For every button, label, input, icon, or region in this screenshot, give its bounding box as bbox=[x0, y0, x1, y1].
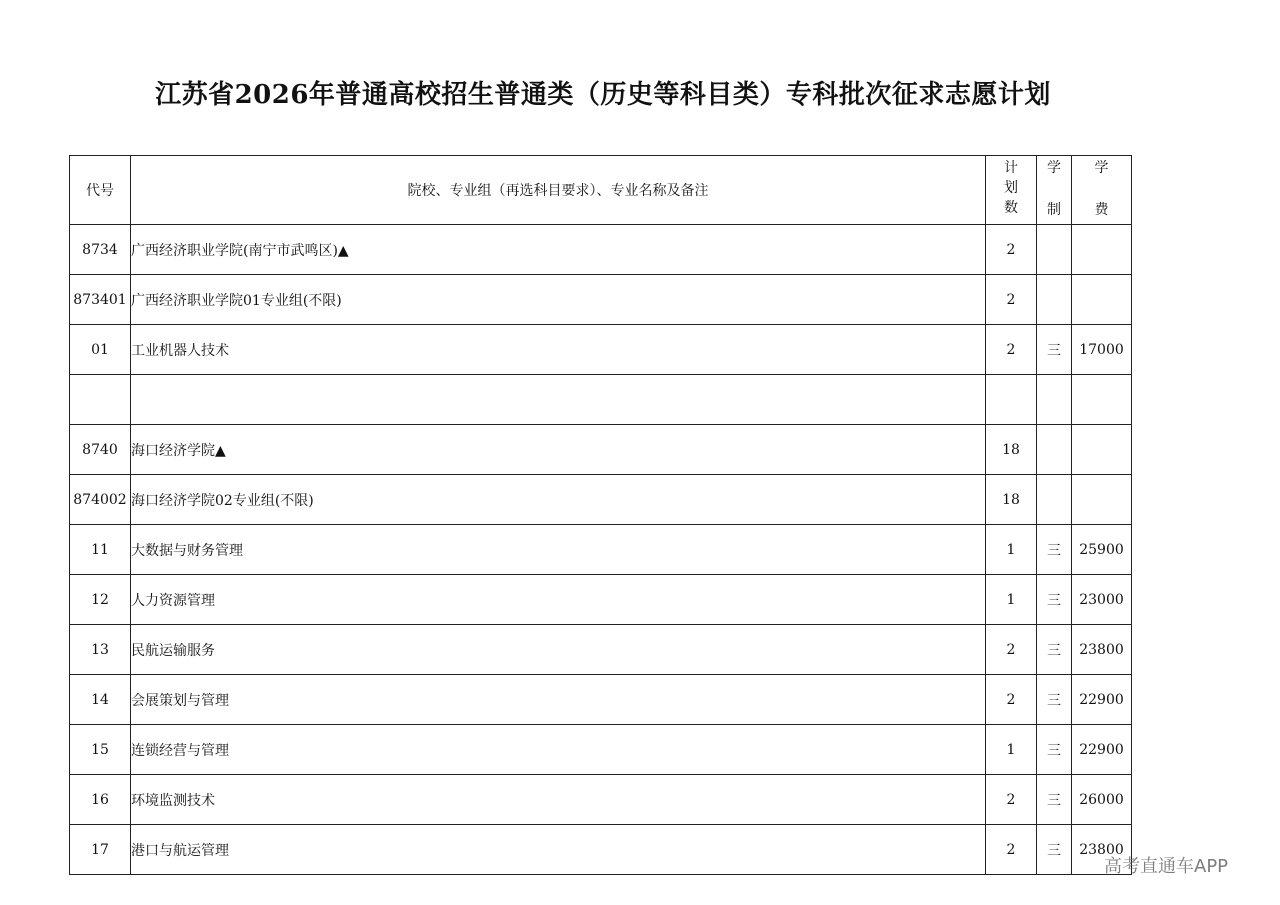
cell-plan: 18 bbox=[986, 425, 1037, 475]
header-length bbox=[1037, 156, 1072, 225]
cell-plan: 2 bbox=[986, 775, 1037, 825]
cell-code: 8740 bbox=[70, 425, 131, 475]
cell-length: 三 bbox=[1037, 725, 1072, 775]
cell-plan: 1 bbox=[986, 525, 1037, 575]
cell-fee: 23800 bbox=[1072, 825, 1132, 875]
cell-name: 广西经济职业学院(南宁市武鸣区)▲ bbox=[131, 225, 986, 275]
cell-code: 13 bbox=[70, 625, 131, 675]
cell-code: 874002 bbox=[70, 475, 131, 525]
cell-length: 三 bbox=[1037, 675, 1072, 725]
table-row bbox=[70, 775, 1132, 825]
cell-code: 873401 bbox=[70, 275, 131, 325]
header-fee bbox=[1072, 156, 1132, 225]
table-row bbox=[70, 475, 1132, 525]
cell-plan: 1 bbox=[986, 725, 1037, 775]
cell-fee: 23800 bbox=[1072, 625, 1132, 675]
cell-fee: 26000 bbox=[1072, 775, 1132, 825]
cell-length bbox=[1037, 475, 1072, 525]
cell-plan: 2 bbox=[986, 325, 1037, 375]
table-row bbox=[70, 375, 1132, 425]
cell-fee bbox=[1072, 475, 1132, 525]
cell-length: 三 bbox=[1037, 625, 1072, 675]
cell-fee bbox=[1072, 275, 1132, 325]
header-plan-char-3: 数 bbox=[1004, 200, 1018, 216]
cell-plan: 2 bbox=[986, 825, 1037, 875]
cell-length: 三 bbox=[1037, 775, 1072, 825]
cell-name: 大数据与财务管理 bbox=[131, 525, 986, 575]
cell-fee: 17000 bbox=[1072, 325, 1132, 375]
cell-plan: 2 bbox=[986, 225, 1037, 275]
cell-name bbox=[131, 375, 986, 425]
cell-name: 港口与航运管理 bbox=[131, 825, 986, 875]
cell-fee: 22900 bbox=[1072, 725, 1132, 775]
header-plan-char-1: 计 bbox=[1004, 160, 1018, 176]
cell-code: 11 bbox=[70, 525, 131, 575]
cell-name: 海口经济学院02专业组(不限) bbox=[131, 475, 986, 525]
cell-code: 15 bbox=[70, 725, 131, 775]
table-row bbox=[70, 725, 1132, 775]
table-row bbox=[70, 625, 1132, 675]
table-row bbox=[70, 275, 1132, 325]
cell-length bbox=[1037, 275, 1072, 325]
cell-fee bbox=[1072, 425, 1132, 475]
cell-name: 民航运输服务 bbox=[131, 625, 986, 675]
cell-name: 广西经济职业学院01专业组(不限) bbox=[131, 275, 986, 325]
header-plan bbox=[986, 156, 1037, 225]
cell-code: 12 bbox=[70, 575, 131, 625]
cell-length: 三 bbox=[1037, 325, 1072, 375]
cell-code: 17 bbox=[70, 825, 131, 875]
header-length-char-1: 学 bbox=[1047, 160, 1061, 176]
cell-name: 海口经济学院▲ bbox=[131, 425, 986, 475]
cell-code: 8734 bbox=[70, 225, 131, 275]
table-header-row bbox=[70, 156, 1132, 225]
cell-name: 人力资源管理 bbox=[131, 575, 986, 625]
cell-code: 14 bbox=[70, 675, 131, 725]
enrollment-plan-table bbox=[69, 155, 1132, 875]
cell-plan: 18 bbox=[986, 475, 1037, 525]
cell-length: 三 bbox=[1037, 825, 1072, 875]
cell-fee: 25900 bbox=[1072, 525, 1132, 575]
header-name: 院校、专业组（再选科目要求）、专业名称及备注 bbox=[131, 156, 986, 225]
cell-plan: 1 bbox=[986, 575, 1037, 625]
page-title: 江苏省2026年普通高校招生普通类（历史等科目类）专科批次征求志愿计划 bbox=[155, 80, 1051, 110]
cell-name: 工业机器人技术 bbox=[131, 325, 986, 375]
cell-code bbox=[70, 375, 131, 425]
cell-fee bbox=[1072, 375, 1132, 425]
header-fee-char-2: 费 bbox=[1094, 202, 1109, 218]
cell-name: 会展策划与管理 bbox=[131, 675, 986, 725]
cell-code: 16 bbox=[70, 775, 131, 825]
cell-plan bbox=[986, 375, 1037, 425]
cell-length: 三 bbox=[1037, 575, 1072, 625]
cell-plan: 2 bbox=[986, 675, 1037, 725]
table-row bbox=[70, 825, 1132, 875]
table-row bbox=[70, 425, 1132, 475]
header-code: 代号 bbox=[70, 156, 131, 225]
header-length-char-2: 制 bbox=[1047, 202, 1061, 218]
table-row bbox=[70, 575, 1132, 625]
header-fee-char-1: 学 bbox=[1094, 160, 1109, 176]
cell-plan: 2 bbox=[986, 275, 1037, 325]
cell-name: 连锁经营与管理 bbox=[131, 725, 986, 775]
cell-code: 01 bbox=[70, 325, 131, 375]
cell-plan: 2 bbox=[986, 625, 1037, 675]
cell-name: 环境监测技术 bbox=[131, 775, 986, 825]
table-row bbox=[70, 225, 1132, 275]
cell-fee: 22900 bbox=[1072, 675, 1132, 725]
cell-length bbox=[1037, 225, 1072, 275]
cell-length bbox=[1037, 375, 1072, 425]
header-plan-char-2: 划 bbox=[1004, 180, 1018, 196]
table-row bbox=[70, 675, 1132, 725]
cell-length bbox=[1037, 425, 1072, 475]
table-row bbox=[70, 525, 1132, 575]
cell-length: 三 bbox=[1037, 525, 1072, 575]
table-row bbox=[70, 325, 1132, 375]
watermark-text: 高考直通车APP bbox=[1104, 856, 1229, 877]
cell-fee bbox=[1072, 225, 1132, 275]
cell-fee: 23000 bbox=[1072, 575, 1132, 625]
